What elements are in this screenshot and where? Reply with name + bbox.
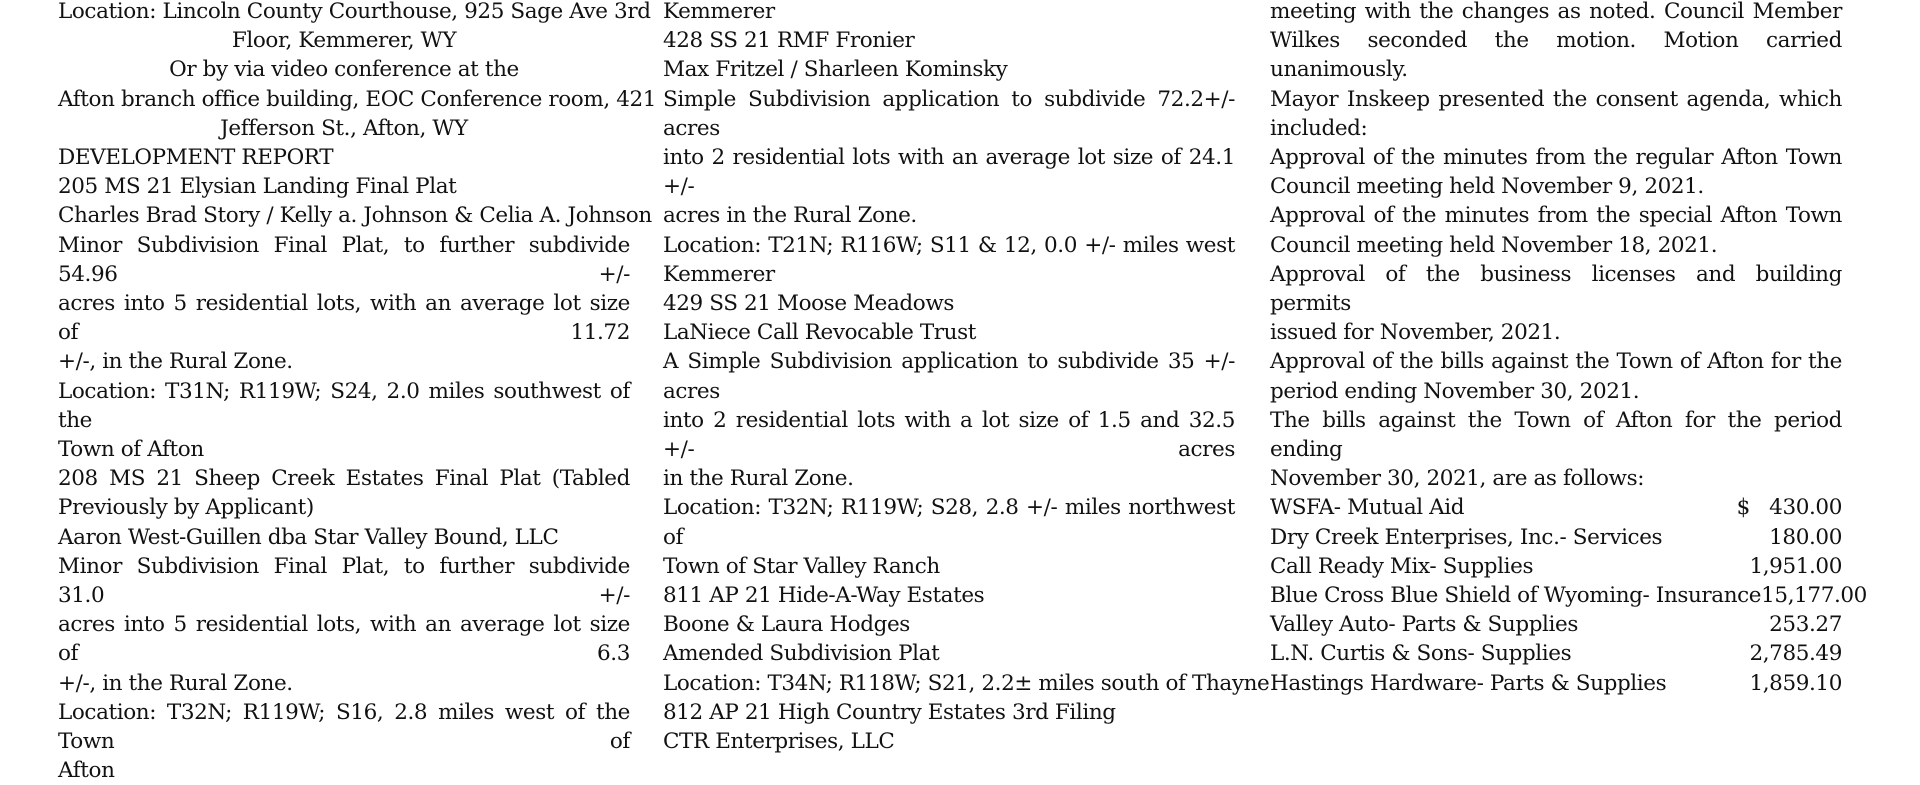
text-line: +/-, in the Rural Zone. [58,349,293,375]
text-line: 811 AP 21 Hide-A-Way Estates [663,583,985,609]
bill-amount: 1,859.10 [1749,670,1842,696]
bill-row [1270,581,1867,610]
text-line: Approval of the minutes from the regular Afton Town [1270,145,1842,171]
text-line: included: [1270,115,1368,141]
text-line: 205 MS 21 Elysian Landing Final Plat [58,174,457,200]
text-line: Amended Subdivision Plat [663,641,940,667]
text-line: Council meeting held November 9, 2021. [1270,174,1704,200]
column-right [1270,0,1867,696]
text-line: into 2 residential lots with an average lot size of 24.1 +/- [663,145,1235,200]
text-line: acres into 5 residential lots, with an average lot size of 11.72 [58,291,630,346]
text-line: The bills against the Town of Afton for the period ending [1270,407,1842,463]
text-line: Approval of the business licenses and building permits [1270,261,1842,317]
text-line: Approval of the minutes from the special Afton Town [1270,203,1842,229]
bill-vendor: L.N. Curtis & Sons- Supplies [1270,641,1572,667]
bill-vendor: Call Ready Mix- Supplies [1270,553,1534,579]
text-line: DEVELOPMENT REPORT [58,145,334,171]
text-line: Location: T31N; R119W; S24, 2.0 miles southwest of the [58,378,630,433]
text-line: Afton [58,758,115,784]
column-left [58,0,657,784]
text-line: Mayor Inskeep presented the consent agenda, which [1270,86,1842,112]
text-line: Max Fritzel / Sharleen Kominsky [663,57,1008,83]
text-line: Location: T32N; R119W; S16, 2.8 miles west of the Town of [58,699,630,755]
bill-amount: 2,785.49 [1749,641,1842,667]
text-line: Town of Star Valley Ranch [663,553,940,579]
text-line: Boone & Laura Hodges [663,612,910,638]
bill-amount: 180.00 [1769,524,1842,550]
text-line: LaNiece Call Revocable Trust [663,320,976,346]
text-line: 812 AP 21 High Country Estates 3rd Filing [663,699,1116,725]
text-line: Simple Subdivision application to subdivide 72.2+/- acres [663,86,1235,141]
text-line: Floor, Kemmerer, WY [231,28,457,54]
bill-amount: $ 430.00 [1736,495,1842,521]
text-line: November 30, 2021, are as follows: [1270,466,1645,492]
bill-amount: 1,951.00 [1749,553,1842,579]
bill-vendor: WSFA- Mutual Aid [1270,495,1465,521]
text-line: Minor Subdivision Final Plat, to further subdivide 54.96 +/- [58,232,630,287]
text-line: Aaron West-Guillen dba Star Valley Bound, LLC [58,524,559,550]
text-line: Afton branch office building, EOC Conference room, 421 [58,86,657,112]
bill-vendor: Blue Cross Blue Shield of Wyoming- Insurance [1270,583,1762,609]
bill-amount: 253.27 [1769,612,1842,638]
text-line: into 2 residential lots with a lot size of 1.5 and 32.5 +/- acres [663,407,1235,463]
bills-list [1270,493,1867,697]
text-line: acres in the Rural Zone. [663,203,917,229]
bill-vendor: Dry Creek Enterprises, Inc.- Services [1270,524,1663,550]
bill-row [1270,493,1842,522]
text-line: in the Rural Zone. [663,466,854,492]
text-line: issued for November, 2021. [1270,320,1561,346]
text-line: Previously by Applicant) [58,495,314,521]
text-line: Wilkes seconded the motion. Motion carried unanimously. [1270,28,1842,83]
text-line: Location: Lincoln County Courthouse, 925 Sage Ave 3rd [58,0,651,24]
text-line: meeting with the changes as noted. Council Member [1270,0,1842,24]
text-line: +/-, in the Rural Zone. [58,670,293,696]
text-line: Kemmerer [663,261,775,287]
text-line: Jefferson St., Afton, WY [220,115,468,141]
text-line: Location: T32N; R119W; S28, 2.8 +/- miles northwest of [663,495,1235,550]
bill-row [1270,610,1842,639]
bill-row [1270,639,1842,668]
text-line: Location: T21N; R116W; S11 & 12, 0.0 +/- miles west [663,232,1235,258]
text-line: 208 MS 21 Sheep Creek Estates Final Plat (Tabled [58,466,630,492]
bill-vendor: Valley Auto- Parts & Supplies [1270,612,1578,638]
text-line: Charles Brad Story / Kelly a. Johnson & Celia A. Johnson [58,203,652,229]
text-line: Minor Subdivision Final Plat, to further subdivide 31.0 +/- [58,553,630,609]
text-line: CTR Enterprises, LLC [663,729,895,755]
text-line: 428 SS 21 RMF Fronier [663,28,915,54]
text-line: 429 SS 21 Moose Meadows [663,291,954,317]
text-line: Town of Afton [58,437,204,463]
text-line: Approval of the bills against the Town of Afton for the [1270,349,1842,375]
text-line: Kemmerer [663,0,775,24]
bill-row [1270,523,1842,552]
text-line: Location: T34N; R118W; S21, 2.2± miles south of Thayne [663,670,1270,696]
text-line: period ending November 30, 2021. [1270,378,1640,404]
text-line: Or by via video conference at the [169,57,519,83]
bill-row [1270,552,1842,581]
bill-vendor: Hastings Hardware- Parts & Supplies [1270,670,1667,696]
council-minutes-text [1270,0,1842,493]
bill-row [1270,669,1842,698]
column-middle [663,0,1270,755]
text-line: Council meeting held November 18, 2021. [1270,232,1718,258]
bill-amount: 15,177.00 [1761,583,1867,609]
text-line: A Simple Subdivision application to subdivide 35 +/- acres [663,349,1235,404]
text-line: acres into 5 residential lots, with an average lot size of 6.3 [58,612,630,667]
